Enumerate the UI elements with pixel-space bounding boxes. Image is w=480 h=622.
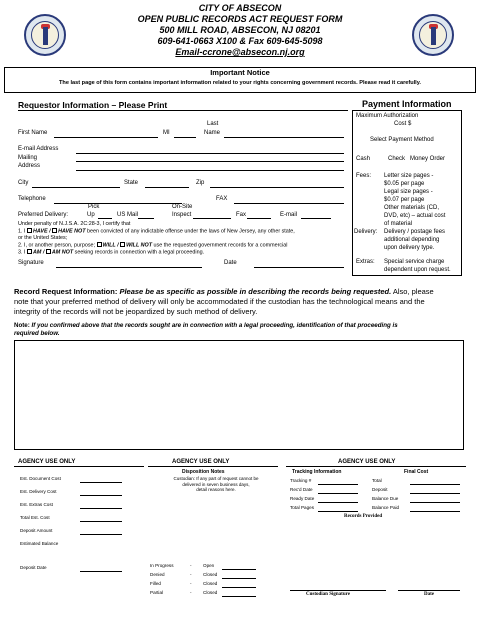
agency-cost-field[interactable]: [80, 495, 122, 496]
extras-label: Extras:: [356, 259, 375, 265]
mailing-label: Mailing: [18, 155, 38, 161]
city-field[interactable]: [32, 187, 120, 188]
usmail-field[interactable]: [138, 218, 154, 219]
state-label: State: [124, 180, 139, 186]
status-option[interactable]: Denied: [150, 572, 165, 577]
fee-letter-price: $0.05 per page: [384, 181, 425, 187]
agency-cost-label: Deposit Date: [20, 565, 47, 570]
custodian-signature-label: Custodian Signature: [306, 592, 350, 597]
agency-cost-label: Estimated Balance: [20, 541, 59, 546]
status-state: Closed: [203, 590, 218, 595]
fee-letter: Letter size pages -: [384, 173, 434, 179]
fee-legal: Legal size pages -: [384, 189, 433, 195]
final-cost-field[interactable]: [410, 511, 460, 512]
tracking-field[interactable]: [318, 502, 358, 503]
final-cost-label: Balance Paid: [372, 505, 400, 510]
status-option[interactable]: In Progress: [150, 563, 174, 568]
header-email: Email-ccrone@absecon.nj.org: [175, 47, 305, 57]
tracking-label: Ready Date: [290, 496, 315, 501]
status-dash: -: [190, 563, 192, 568]
email-option[interactable]: E-mail: [280, 212, 298, 218]
last-name-field[interactable]: [224, 137, 344, 138]
pick-label: Pick: [88, 204, 100, 210]
status-option[interactable]: Filled: [150, 581, 161, 586]
status-dash: -: [190, 590, 192, 595]
notice-body: The last page of this form contains important information related to your rights concerning government records. Please read it carefully.: [58, 80, 421, 86]
cost-label[interactable]: Cost $: [394, 121, 412, 127]
agency-cost-field[interactable]: [80, 508, 122, 509]
record-request-intro: Record Request Information: Please be as specific as possible in describing the records being requested. Also, please note that your preferred method of delivery will only be accommodated if the custodian has the technological means and the integrity of the records will not be jeopardized by such method of delivery.: [14, 287, 434, 316]
header-city: CITY OF ABSECON: [198, 3, 282, 13]
email-field[interactable]: [76, 153, 344, 154]
status-field[interactable]: [222, 587, 256, 588]
zip-field[interactable]: [210, 187, 344, 188]
disposition-title: Disposition Notes: [182, 469, 225, 475]
fax-label: FAX: [216, 196, 228, 202]
status-state: Closed: [203, 572, 218, 577]
header-form-title: OPEN PUBLIC RECORDS ACT REQUEST FORM: [137, 14, 343, 24]
agency-col2-title: AGENCY USE ONLY: [172, 459, 230, 465]
status-field[interactable]: [222, 578, 256, 579]
mi-field[interactable]: [174, 137, 196, 138]
header-phone: 609-641-0663 X100 & Fax 609-645-5098: [157, 36, 323, 46]
date-label: Date: [224, 260, 237, 266]
signature-label: Signature: [18, 260, 44, 266]
fees-label: Fees:: [356, 173, 372, 179]
inspect-option[interactable]: Inspect: [172, 212, 192, 218]
date-field[interactable]: [254, 267, 344, 268]
money-order-option[interactable]: Money Order: [410, 156, 446, 162]
mi-label: MI: [163, 130, 170, 136]
last-name-label: Name: [204, 130, 221, 136]
cert-line-1b: or the United States;: [18, 235, 68, 241]
agency-rule-3: [286, 466, 466, 467]
state-field[interactable]: [145, 187, 189, 188]
status-option[interactable]: Partial: [150, 590, 164, 595]
agency-col1-title: AGENCY USE ONLY: [18, 459, 76, 465]
have-checkbox[interactable]: [27, 228, 32, 233]
inspect-field[interactable]: [193, 218, 231, 219]
delivery-fee-2: additional depending: [384, 237, 440, 243]
address-label: Address: [18, 163, 41, 169]
fee-legal-price: $0.07 per page: [384, 197, 425, 203]
cash-option[interactable]: Cash: [356, 156, 371, 162]
am-not-checkbox[interactable]: [46, 249, 51, 254]
signature-field[interactable]: [56, 267, 202, 268]
extras-2: dependent upon request.: [384, 267, 451, 273]
status-dash: -: [190, 581, 192, 586]
final-cost-field[interactable]: [410, 484, 460, 485]
email-option-field[interactable]: [301, 218, 331, 219]
fee-other: Other materials (CD,: [384, 205, 440, 211]
custodian-date-label: Date: [424, 592, 434, 597]
final-cost-field[interactable]: [410, 493, 460, 494]
last-label: Last: [207, 121, 219, 127]
preferred-delivery-label: Preferred Delivery:: [18, 212, 69, 218]
extras-1: Special service charge: [384, 259, 445, 265]
will-not-checkbox[interactable]: [120, 242, 125, 247]
delivery-fee-3: upon delivery type.: [384, 245, 435, 251]
zip-label: Zip: [196, 180, 205, 186]
tracking-field[interactable]: [318, 493, 358, 494]
fax-field[interactable]: [234, 203, 344, 204]
tracking-label: Tracking #: [290, 478, 312, 483]
agency-cost-label: Est. Extras Cost: [20, 502, 53, 507]
agency-cost-field[interactable]: [80, 482, 122, 483]
tracking-label: Rec'd Date: [290, 487, 313, 492]
status-state: Closed: [203, 581, 218, 586]
requestor-heading-rule: [18, 110, 348, 111]
telephone-label: Telephone: [18, 196, 46, 202]
status-field[interactable]: [222, 596, 256, 597]
header-address: 500 MILL ROAD, ABSECON, NJ 08201: [159, 25, 321, 35]
agency-cost-label: Est. Delivery Cost: [20, 489, 57, 494]
delivery-fee-1: Delivery / postage fees: [384, 229, 446, 235]
check-option[interactable]: Check: [388, 156, 406, 162]
cert-line-1: 1. I HAVE / HAVE NOT been convicted of any indictable offense under the laws of New Jersey, any other state,: [18, 228, 295, 235]
mailing-field-2[interactable]: [76, 170, 344, 171]
custodian-signature-field[interactable]: [290, 590, 386, 591]
have-not-checkbox[interactable]: [52, 228, 57, 233]
tracking-field[interactable]: [318, 484, 358, 485]
status-field[interactable]: [222, 569, 256, 570]
first-name-label: First Name: [18, 130, 48, 136]
final-cost-label: Total: [372, 478, 382, 483]
delivery-fees-label: Delivery:: [354, 229, 378, 235]
legal-proceeding-note: Note: If you confirmed above that the records sought are in connection with a legal proceeding, identification of that proceeding is required below.: [14, 322, 398, 337]
requestor-heading: Requestor Information – Please Print: [18, 100, 168, 110]
agency-cost-label: Est. Document Cost: [20, 476, 61, 481]
agency-col3-title: AGENCY USE ONLY: [338, 459, 396, 465]
custodian-date-field[interactable]: [398, 590, 460, 591]
am-checkbox[interactable]: [27, 249, 32, 254]
fax-option-field[interactable]: [247, 218, 271, 219]
agency-cost-field[interactable]: [80, 571, 122, 572]
pickup-field[interactable]: [98, 218, 112, 219]
payment-heading: Payment Information: [362, 99, 452, 109]
final-cost-field[interactable]: [410, 502, 460, 503]
fax-option[interactable]: Fax: [236, 212, 247, 218]
first-name-field[interactable]: [54, 137, 158, 138]
tracking-label: Total Pages: [290, 505, 315, 510]
agency-cost-label: Deposit Amount: [20, 528, 53, 533]
fee-other-3: of material: [384, 221, 413, 227]
agency-cost-field[interactable]: [80, 521, 122, 522]
record-request-textarea[interactable]: [14, 340, 464, 450]
final-cost-title: Final Cost: [404, 469, 429, 475]
email-label: E-mail Address: [18, 146, 59, 152]
status-state: Open: [203, 563, 215, 568]
mailing-field-1[interactable]: [76, 161, 344, 162]
agency-rule-2: [148, 466, 278, 467]
pickup-option[interactable]: Up: [87, 212, 95, 218]
agency-cost-label: Total Est. Cost: [20, 515, 50, 520]
notice-title: Important Notice: [210, 68, 270, 77]
max-authorization-label: Maximum Authorization: [356, 113, 419, 119]
cert-line-2: 2. I, or another person, purpose; WILL / WILL NOT use the requested government records for a commercial: [18, 242, 288, 249]
tracking-field[interactable]: [318, 511, 358, 512]
records-provided-label: Records Provided: [344, 514, 383, 519]
agency-rule-1: [14, 466, 144, 467]
certification-intro: Under penalty of N.J.S.A. 2C:28-3, I certify that: [18, 221, 131, 227]
fee-other-2: DVD, etc) – actual cost: [384, 213, 446, 219]
important-notice: [4, 67, 476, 93]
cert-line-3: 3. I AM / AM NOT seeking records in connection with a legal proceeding.: [18, 249, 205, 256]
usmail-option[interactable]: US Mail: [117, 212, 139, 218]
record-request-heading: Record Request Information:: [14, 287, 118, 296]
select-payment-label: Select Payment Method: [370, 137, 434, 143]
disposition-instructions: Custodian: If any part of request cannot be delivered in seven business days, detail reasons here.: [173, 476, 259, 492]
final-cost-label: Balance Due: [372, 496, 399, 501]
tracking-title: Tracking Information: [292, 469, 342, 475]
will-checkbox[interactable]: [97, 242, 102, 247]
telephone-field[interactable]: [54, 203, 182, 204]
city-label: City: [18, 180, 29, 186]
status-dash: -: [190, 572, 192, 577]
onsite-label: On-Site: [172, 204, 193, 210]
final-cost-label: Deposit: [372, 487, 388, 492]
agency-cost-field[interactable]: [80, 534, 122, 535]
